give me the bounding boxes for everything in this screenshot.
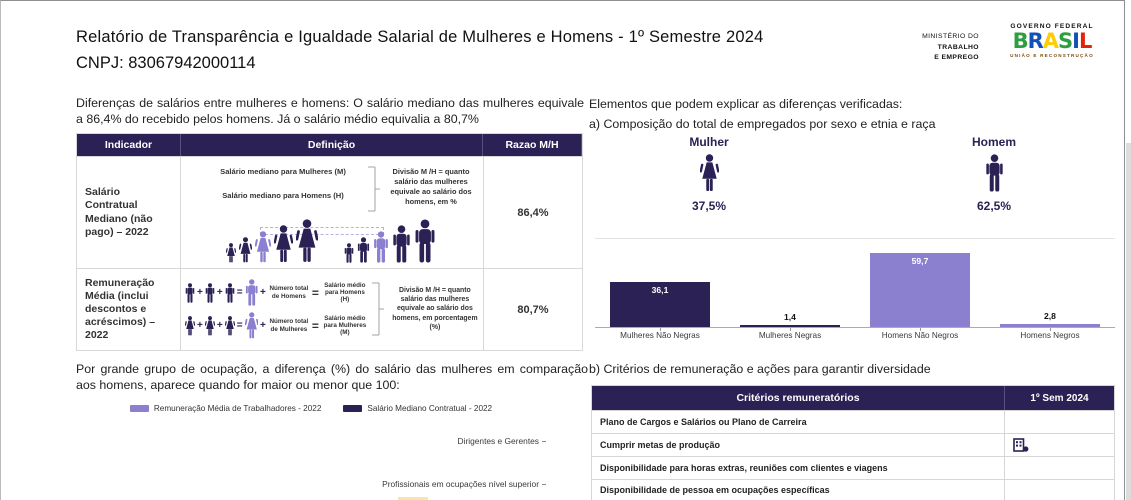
male-figure-icon xyxy=(373,231,389,263)
ministry-logo xyxy=(899,32,979,64)
bar-category-label: Homens Negros xyxy=(985,328,1115,340)
plus-sign: + xyxy=(216,320,223,331)
gender-label: Mulher xyxy=(689,135,729,149)
axis-category-label xyxy=(458,436,546,446)
occupation-categories xyxy=(76,436,546,489)
gov-brasil-logo xyxy=(1004,23,1100,58)
female-figure-icon xyxy=(255,231,271,263)
brasil-letter: A xyxy=(1042,29,1059,53)
brasil-letter: L xyxy=(1079,29,1092,53)
bar xyxy=(870,253,970,327)
brasil-letter: R xyxy=(1027,29,1043,53)
header-indicador: Indicador xyxy=(77,134,181,156)
table-row-remuneracao-media xyxy=(77,268,582,350)
plus-sign: + xyxy=(216,287,223,298)
definition-cell xyxy=(181,157,483,268)
male-figure-icon xyxy=(245,279,259,306)
indicator-label: Remuneração Média (inclui descontos e acréscimos) – 2022 xyxy=(77,269,181,350)
header-semestre: 1º Sem 2024 xyxy=(1004,386,1114,410)
page-title: Relatório de Transparência e Igualdade Salarial de Mulheres e Homens - 1º Semestre 2024 xyxy=(76,28,764,46)
bar-group xyxy=(985,310,1115,327)
legend-item xyxy=(343,404,492,413)
brasil-wordmark xyxy=(1004,30,1100,52)
formula-total-label: Número total de Mulheres xyxy=(269,318,309,333)
gov-federal-label: GOVERNO FEDERAL xyxy=(1010,23,1094,30)
gender-block-mulher xyxy=(654,135,764,213)
female-figure-icon xyxy=(225,316,235,336)
indicators-table xyxy=(76,133,583,351)
bar-group xyxy=(855,253,985,327)
criteria-label: Plano de Cargos e Salários ou Plano de Carreira xyxy=(600,417,807,427)
definition-cell xyxy=(181,269,483,350)
axis-category-label xyxy=(382,479,546,489)
formula-total-label: Número total de Homens xyxy=(269,285,309,300)
female-figure-icon xyxy=(274,225,293,263)
bar-category-label: Homens Não Negros xyxy=(855,328,985,340)
table-row-salario-mediano xyxy=(77,156,582,268)
gender-percent: 37,5% xyxy=(691,199,727,213)
header-razao: Razao M/H xyxy=(483,134,582,156)
female-figure-icon xyxy=(185,316,195,336)
bar-value-label: 1,4 xyxy=(784,312,796,322)
male-figure-icon xyxy=(344,243,354,263)
equals-sign: = xyxy=(236,287,243,298)
bar-category-label: Mulheres Negras xyxy=(725,328,855,340)
label-mediano-homens: Salário mediano para Homens (H) xyxy=(222,191,344,200)
female-icon xyxy=(700,154,719,192)
brasil-letter: B xyxy=(1012,29,1028,53)
bar xyxy=(610,282,710,327)
criteria-label: Disponibilidade para horas extras, reuniões com clientes e viagens xyxy=(600,463,888,473)
criteria-row xyxy=(592,433,1114,456)
equals-sign: = xyxy=(311,318,319,333)
plus-sign: + xyxy=(260,287,266,298)
criteria-table-header xyxy=(592,386,1114,410)
category-text: Dirigentes e Gerentes xyxy=(457,436,539,446)
plus-sign: + xyxy=(197,287,203,298)
elements-heading: Elementos que podem explicar as diferenças verificadas: xyxy=(589,97,903,111)
legend-item xyxy=(130,404,322,413)
bar-group xyxy=(595,282,725,327)
legend-swatch xyxy=(343,405,362,412)
male-figure-icon xyxy=(205,283,215,303)
formula-line xyxy=(185,312,369,339)
section-b-title: b) Critérios de remuneração e ações para garantir diversidade xyxy=(589,362,931,376)
header-definicao: Definição xyxy=(181,134,483,156)
criteria-value-cell xyxy=(1004,457,1114,479)
section-a-title: a) Composição do total de empregados por sexo e etnia e raça xyxy=(589,117,936,131)
criteria-row xyxy=(592,410,1114,433)
female-figure-icon xyxy=(205,316,215,336)
criteria-label: Disponibilidade de pessoa em ocupações específicas xyxy=(600,485,830,495)
bar xyxy=(1000,310,1100,327)
legend-label: Remuneração Média de Trabalhadores - 2022 xyxy=(153,404,322,413)
category-text: Profissionais em ocupações nível superior xyxy=(382,479,539,489)
ministry-line-2: TRABALHO xyxy=(937,43,979,51)
formula-line xyxy=(185,279,369,306)
brasil-letter: I xyxy=(1072,29,1079,53)
female-figure-icon xyxy=(226,243,236,263)
criteria-table xyxy=(591,385,1115,500)
criteria-value-cell xyxy=(1004,411,1114,433)
bar-value-label: 36,1 xyxy=(651,285,669,296)
equals-sign: = xyxy=(236,320,243,331)
razao-value: 86,4% xyxy=(483,157,582,268)
criteria-label: Cumprir metas de produção xyxy=(600,440,721,450)
formula-result-label: Salário médio para Mulheres (M) xyxy=(323,314,367,337)
male-figure-icon xyxy=(357,237,370,263)
criteria-value-cell xyxy=(1004,480,1114,500)
criteria-value-cell xyxy=(1004,434,1114,456)
gender-label: Homem xyxy=(971,135,1016,149)
ministry-line-3: E EMPREGO xyxy=(934,54,979,62)
male-figure-icon xyxy=(392,225,411,263)
equals-sign: = xyxy=(311,285,319,300)
bar xyxy=(740,312,840,327)
legend-label: Salário Mediano Contratual - 2022 xyxy=(367,404,493,413)
formula-result-label: Salário médio para Homens (H) xyxy=(324,281,366,304)
male-figure-icon xyxy=(185,283,195,303)
axis-tick xyxy=(542,484,546,485)
bar-value-label: 59,7 xyxy=(911,256,929,266)
bar-value-label: 2,8 xyxy=(1044,310,1056,321)
cnpj-line: CNPJ: 83067942000114 xyxy=(76,54,256,72)
occupation-intro: Por grande grupo de ocupação, a diferença (%) do salário das mulheres em comparação aos homens, aparece quando for maior ou menor que 100: xyxy=(76,362,588,392)
division-note: Divisão M /H = quanto salário das mulheres equivale ao salário dos homens, em % xyxy=(390,167,472,206)
indicator-label: Salário Contratual Mediano (não pago) – 2022 xyxy=(77,157,181,268)
ministry-line-1: MINISTÉRIO DO xyxy=(922,33,979,40)
population-pictogram xyxy=(226,217,438,263)
brace-shape xyxy=(371,279,385,339)
female-figure-icon xyxy=(245,312,259,339)
male-figure-icon xyxy=(414,219,436,263)
brace-shape xyxy=(367,165,381,213)
salary-difference-intro: Diferenças de salários entre mulheres e homens: O salário mediano das mulheres equivale a 86,4% do recebido pelos homens. Já o salário médio equivalia a 80,7% xyxy=(76,96,584,126)
brasil-letter: S xyxy=(1058,29,1073,53)
label-mediano-mulheres: Salário mediano para Mulheres (M) xyxy=(220,167,346,176)
composition-bar-chart xyxy=(595,238,1115,340)
indicators-table-header xyxy=(77,134,582,156)
gender-percent: 62,5% xyxy=(976,199,1012,213)
occupation-legend xyxy=(76,404,546,413)
plus-sign: + xyxy=(197,320,203,331)
razao-value: 80,7% xyxy=(483,269,582,350)
female-figure-icon xyxy=(239,237,252,263)
criteria-row xyxy=(592,479,1114,500)
male-icon xyxy=(985,154,1004,192)
bar-group xyxy=(725,312,855,327)
female-figure-icon xyxy=(296,219,318,263)
plus-sign: + xyxy=(260,320,266,331)
division-note: Divisão M /H = quanto salário das mulheres equivale ao salário dos homens, em porcentagem (%) xyxy=(392,286,478,331)
male-figure-icon xyxy=(225,283,235,303)
legend-swatch xyxy=(130,405,149,412)
scrollbar-track[interactable] xyxy=(1126,0,1131,500)
header-criterios: Critérios remuneratórios xyxy=(736,392,860,404)
scrollbar-thumb[interactable] xyxy=(1126,143,1131,500)
criteria-row xyxy=(592,456,1114,479)
building-icon xyxy=(1013,438,1029,452)
axis-tick xyxy=(542,441,546,442)
gov-slogan: UNIÃO E RECONSTRUÇÃO xyxy=(1010,53,1094,59)
gender-block-homem xyxy=(939,135,1049,213)
bar-category-label: Mulheres Não Negras xyxy=(595,328,725,340)
